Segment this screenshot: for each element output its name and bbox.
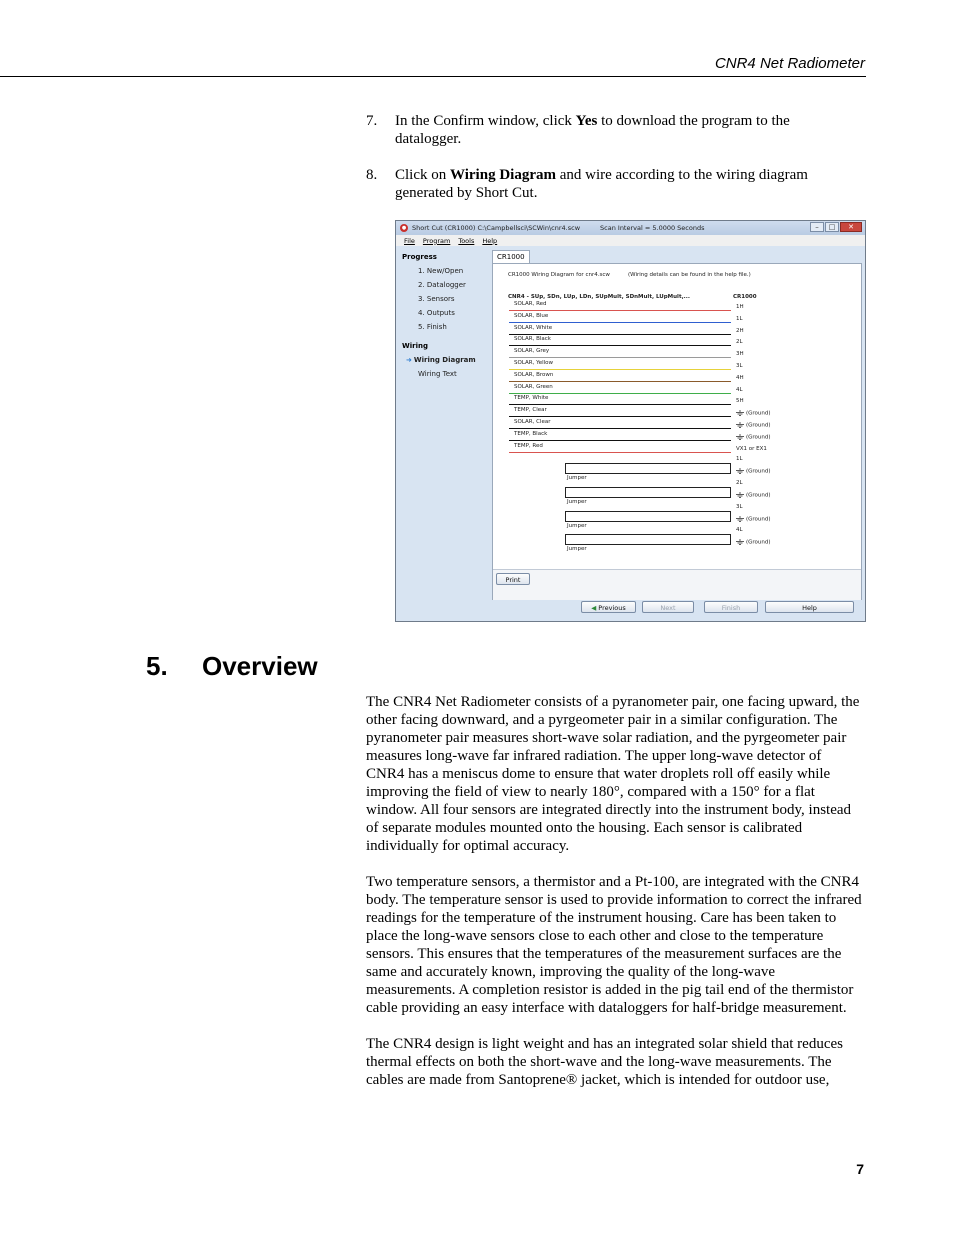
wire-label: SOLAR, Green — [514, 383, 553, 390]
jumper-box — [565, 534, 731, 545]
step-item — [366, 112, 856, 148]
step-text-post: to download the program to the datalogger. — [395, 113, 790, 147]
ground-icon — [736, 410, 744, 416]
tab-area — [492, 250, 862, 598]
wire-row — [509, 300, 731, 311]
page-number: 7 — [856, 1161, 864, 1177]
wire-label: SOLAR, Clear — [514, 419, 551, 425]
wire-label: TEMP, Clear — [514, 407, 547, 414]
finish-button[interactable]: Finish — [704, 601, 758, 613]
wire-row — [509, 383, 731, 394]
step-number: 7. — [366, 113, 378, 129]
maximize-icon[interactable]: □ — [825, 222, 839, 232]
wiring-item-text[interactable]: Wiring Text — [418, 370, 457, 378]
step-text-bold: Yes — [575, 113, 598, 129]
step-text-pre: Click on — [395, 167, 450, 183]
diagram-header: CR1000 Wiring Diagram for cnr4.scw — [508, 272, 610, 278]
wiring-heading: Wiring — [402, 342, 428, 350]
wire-row — [509, 371, 731, 382]
terminal-label: 2H — [736, 327, 744, 334]
wire-label: SOLAR, Yellow — [514, 360, 554, 366]
wire-row — [509, 418, 731, 429]
wire-row — [509, 394, 731, 405]
wire-row — [509, 335, 731, 346]
scan-interval: Scan Interval = 5.0000 Seconds — [600, 224, 705, 232]
next-button[interactable]: Next — [642, 601, 694, 613]
terminal-label: 3L — [736, 363, 743, 369]
running-header: CNR4 Net Radiometer — [714, 55, 865, 72]
progress-item-outputs[interactable]: 4. Outputs — [418, 309, 455, 317]
terminal-label: 4H — [736, 374, 744, 381]
header-rule — [0, 76, 866, 77]
terminal-label: 1L — [736, 456, 743, 463]
ground-icon — [736, 539, 744, 545]
terminal-label: (Ground) — [736, 539, 771, 546]
wire-label: SOLAR, Blue — [514, 312, 549, 319]
terminal-label: (Ground) — [736, 516, 771, 523]
ground-icon — [736, 516, 744, 522]
menu-bar — [396, 235, 865, 246]
shortcut-screenshot — [395, 220, 866, 622]
terminal-label: (Ground) — [736, 468, 771, 475]
wire-label: TEMP, Red — [514, 442, 543, 449]
previous-button[interactable] — [581, 601, 636, 613]
wizard-buttons — [396, 599, 865, 619]
wire-row — [509, 324, 731, 335]
step-item — [366, 166, 856, 202]
wire-label: TEMP, White — [514, 395, 549, 402]
body-text — [366, 693, 862, 1107]
diagram-note: (Wiring details can be found in the help file.) — [628, 272, 751, 278]
wire-label: TEMP, Black — [514, 430, 548, 437]
terminal-label: 4L — [736, 527, 743, 534]
wire-row — [509, 406, 731, 417]
wire-row — [509, 347, 731, 358]
jumper-box — [565, 463, 731, 474]
terminal-label: 2L — [736, 339, 743, 346]
jumper-label: Jumper — [567, 522, 587, 529]
step-number: 8. — [366, 167, 378, 183]
wire-row — [509, 442, 731, 453]
terminal-label: (Ground) — [736, 422, 771, 429]
terminal-label: 4L — [736, 386, 743, 393]
sensor-title: CNR4 - SUp, SDn, LUp, LDn, SUpMult, SDnMult, LUpMult,... — [508, 294, 690, 300]
wire-label: SOLAR, Red — [514, 301, 547, 307]
window-titlebar — [396, 221, 865, 235]
terminal-label: 1H — [736, 304, 744, 310]
window-controls — [810, 222, 862, 232]
progress-item-sensors[interactable]: 3. Sensors — [418, 295, 455, 303]
ground-icon — [736, 434, 744, 440]
jumper-box — [565, 487, 731, 498]
window-title: Short Cut (CR1000) C:\Campbellsci\SCWin\cnr4.scw — [412, 224, 581, 232]
progress-item-finish[interactable]: 5. Finish — [418, 323, 447, 331]
jumper-box — [565, 511, 731, 522]
terminal-label: (Ground) — [736, 434, 771, 441]
terminal-label: (Ground) — [736, 410, 771, 417]
step-text-post: and wire according to the wiring diagram generated by Short Cut. — [395, 167, 808, 201]
paragraph: The CNR4 Net Radiometer consists of a pyranometer pair, one facing upward, the other facing downward, and a pyrgeometer pair in a similar configuration. The pyranometer pair measures short-wave solar radiation, and the pyrgeometer pair measures long-wave far infrared radiation. The upper long-wave detector of CNR4 has a meniscus dome to ensure that water droplets roll off easily while improving the field of view to nearly 180°, compared with a 150° for a flat window. All four sensors are integrated directly into the instrument body, instead of separate modules mounted onto the housing. Each sensor is calibrated individually for optimal accuracy. — [366, 694, 860, 854]
ground-icon — [736, 422, 744, 428]
app-icon: ● — [401, 225, 407, 231]
progress-item-new-open[interactable]: 1. New/Open — [418, 267, 464, 275]
section-title: Overview — [202, 651, 318, 681]
jumper-label: Jumper — [567, 475, 587, 482]
menu-tools[interactable]: Tools — [458, 236, 475, 245]
step-list — [366, 112, 856, 220]
logger-title: CR1000 — [733, 294, 757, 300]
wire-label: SOLAR, Grey — [514, 348, 550, 355]
wiring-item-diagram[interactable] — [402, 353, 490, 367]
print-button[interactable]: Print — [496, 573, 530, 585]
terminal-label: 3H — [736, 351, 744, 358]
wire-label: SOLAR, White — [514, 324, 553, 331]
step-text — [395, 112, 856, 148]
step-text-pre: In the Confirm window, click — [395, 113, 576, 129]
tab-cr1000[interactable]: CR1000 — [492, 250, 530, 263]
minimize-icon[interactable]: – — [810, 222, 824, 232]
wiring-diagram — [493, 264, 861, 569]
progress-sidebar — [402, 253, 490, 381]
wire-line — [509, 452, 731, 453]
step-text — [395, 166, 856, 202]
progress-item-datalogger[interactable]: 2. Datalogger — [418, 281, 466, 289]
terminal-label: VX1 or EX1 — [736, 445, 767, 452]
wire-row — [509, 359, 731, 370]
progress-heading: Progress — [402, 253, 437, 261]
terminal-label: 2L — [736, 480, 743, 486]
wire-row — [509, 430, 731, 441]
ground-icon — [736, 468, 744, 474]
wire-row — [509, 312, 731, 323]
ground-icon — [736, 492, 744, 498]
menu-help[interactable]: Help — [482, 236, 498, 245]
jumper-label: Jumper — [567, 546, 587, 553]
paragraph: Two temperature sensors, a thermistor and a Pt-100, are integrated with the CNR4 body. The temperature sensor is used to provide information to correct the infrared readings for the temperature of the instrument housing. Care has been taken to place the long-wave sensors close to each other and close to the temperature sensors. This ensures that the temperatures of the measurement surfaces are the same and accurately known, improving the quality of the long-wave measurements. A completion resistor is added in the pig tail end of the thermistor cable providing an easy interface with dataloggers for half-bridge measurement. — [366, 874, 862, 1016]
wiring-item-diagram-label: Wiring Diagram — [413, 356, 476, 364]
section-number: 5. — [146, 651, 168, 681]
menu-file[interactable]: File — [404, 236, 415, 245]
terminal-label: 1L — [736, 315, 743, 322]
terminal-label: 3L — [736, 503, 743, 510]
terminal-label: (Ground) — [736, 492, 771, 499]
close-icon[interactable]: ✕ — [840, 222, 862, 232]
wire-label: SOLAR, Brown — [514, 371, 554, 378]
previous-button-label: Previous — [598, 604, 626, 612]
arrow-left-icon: ◀ — [591, 604, 599, 612]
arrow-right-icon: ➜ — [406, 356, 412, 364]
print-bar — [493, 569, 861, 600]
terminal-label: 5H — [736, 398, 744, 405]
paragraph: The CNR4 design is light weight and has an integrated solar shield that reduces thermal effects on both the short-wave and the long-wave measurements. The cables are made from Santoprene® jacket, which is intended for outdoor use, — [366, 1036, 843, 1088]
wiring-panel — [492, 263, 862, 600]
help-button[interactable]: Help — [765, 601, 854, 613]
menu-program[interactable]: Program — [422, 236, 451, 245]
step-text-bold: Wiring Diagram — [450, 167, 556, 183]
jumper-label: Jumper — [567, 499, 587, 505]
wire-label: SOLAR, Black — [514, 336, 551, 343]
